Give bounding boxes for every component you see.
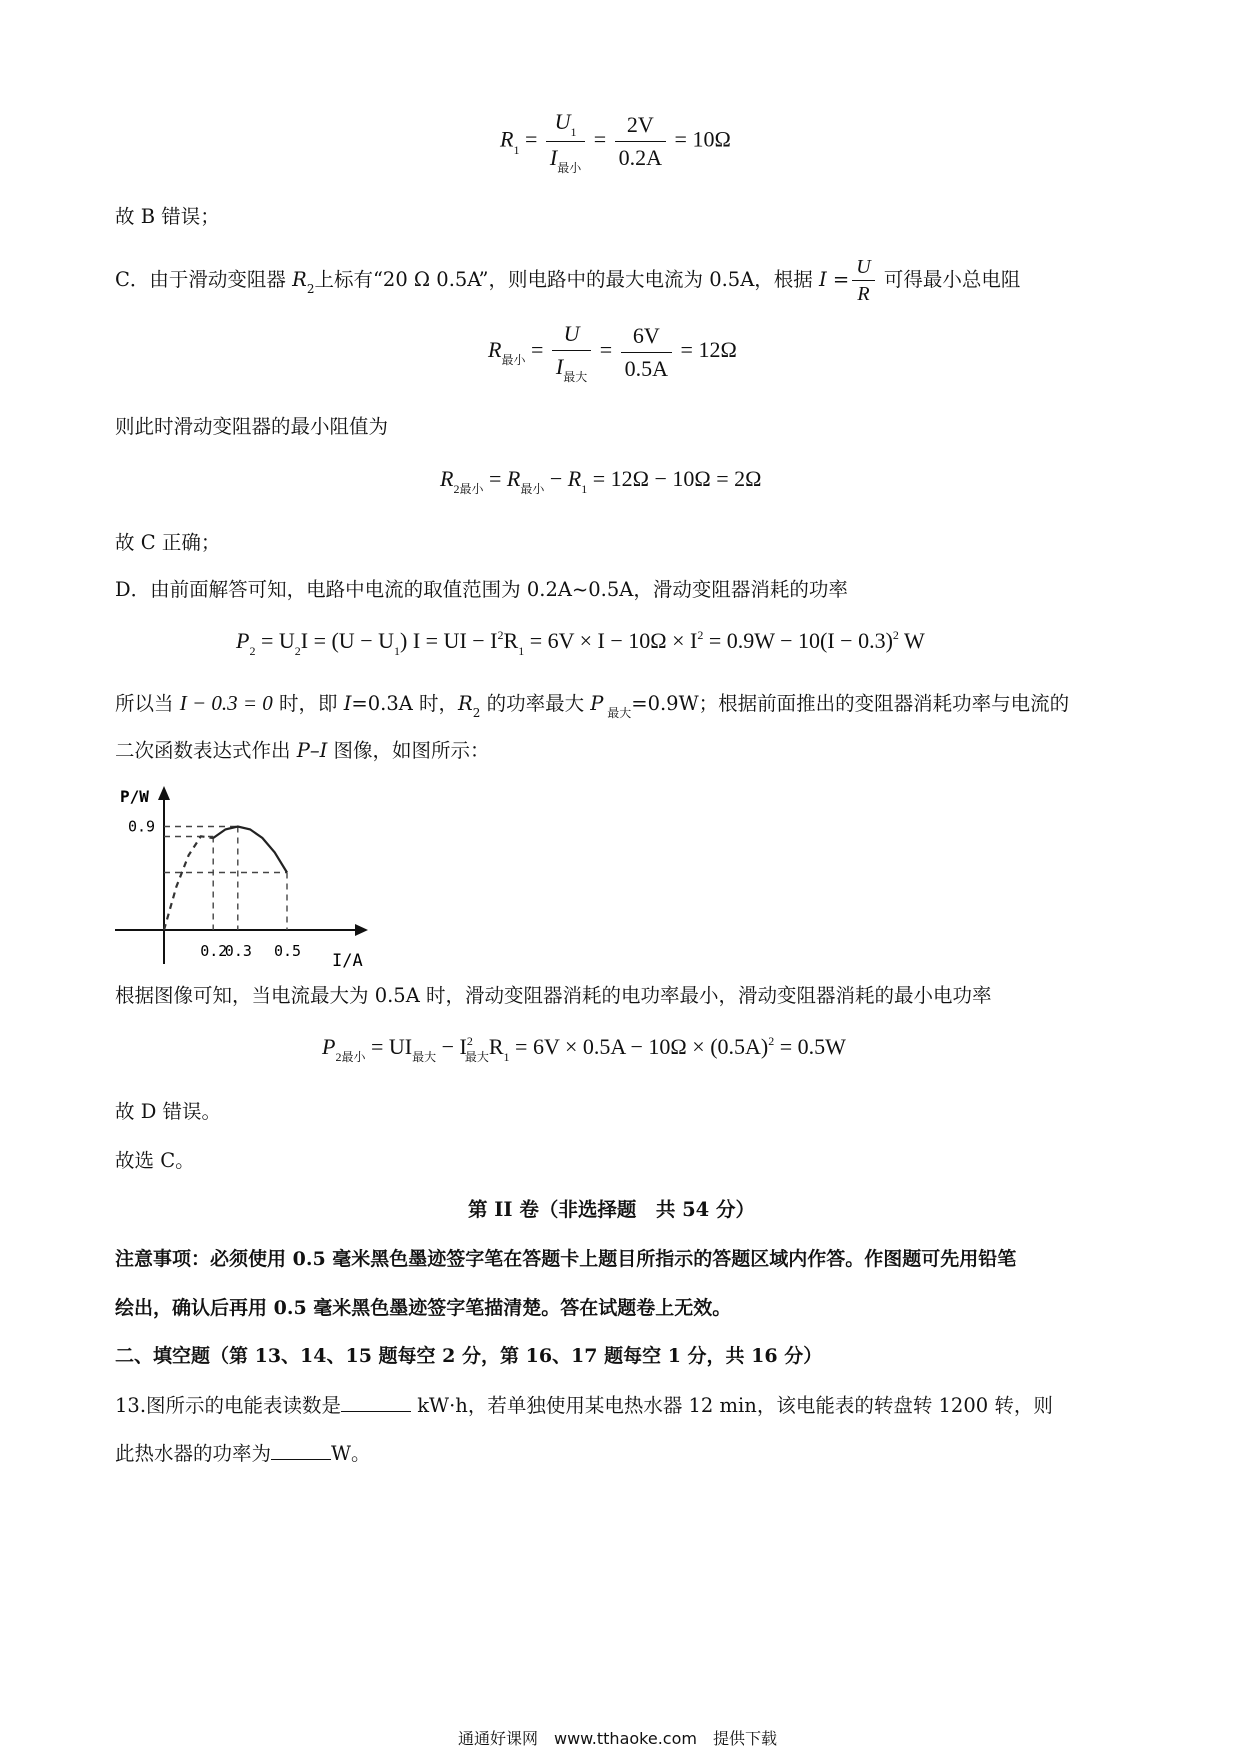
line-quadratic: 二次函数表达式作出 P–I 图像，如图所示： bbox=[115, 739, 490, 762]
footer-source: 通通好课网 www.tthaoke.com 提供下载 bbox=[458, 1729, 777, 1748]
question-13-line-1: 13.图所示的电能表读数是 kW·h，若单独使用某电热水器 12 min，该电能表的转盘转 1200 转，则 bbox=[115, 1394, 1053, 1417]
line-graph-conclusion: 根据图像可知，当电流最大为 0.5A 时，滑动变阻器消耗的电功率最小，滑动变阻器消耗的最小电功率 bbox=[115, 984, 992, 1007]
x-tick-label: 0.5 bbox=[274, 942, 302, 960]
section-title: 第 II 卷（非选择题 共 54 分） bbox=[468, 1198, 756, 1221]
x-tick-label: 0.2 bbox=[200, 942, 228, 960]
equation-r1: $R_1$ = $\frac{U_1}{I_{最小}}$ = $\frac{2V}{0.2A}$ = 10Ω bbox=[500, 109, 731, 175]
x-axis-arrow bbox=[355, 924, 368, 936]
line-d-wrong: 故 D 错误。 bbox=[115, 1100, 222, 1123]
y-axis-arrow bbox=[158, 786, 170, 800]
p-i-curve-dashed bbox=[164, 836, 213, 930]
line-c: C．由于滑动变阻器 $R_2$上标有“20 Ω 0.5A”，则电路中的最大电流为 0.5A，根据 I = $\frac{U}{R}$ 可得最小总电阻 bbox=[115, 256, 1021, 305]
answer-blank bbox=[271, 1441, 331, 1460]
question-13-line-2: 此热水器的功率为 W。 bbox=[115, 1442, 371, 1465]
x-tick-label: 0.3 bbox=[224, 942, 252, 960]
equation-p2-min: $P_{2最小} = UI_{最大} - I^2_{最大}R_1 = 6V \times 0.5A - 10\Omega \times (0.5A)^2 = 0.5W$ bbox=[322, 1034, 846, 1064]
fraction: $\frac{U_1}{I_{最小}}$ bbox=[546, 108, 585, 175]
y-axis-label: P/W bbox=[120, 787, 149, 806]
line-b-wrong: 故 B 错误； bbox=[115, 205, 220, 228]
line-min-r: 则此时滑动变阻器的最小阻值为 bbox=[115, 415, 389, 438]
p-i-curve bbox=[213, 827, 287, 873]
line-choose: 故选 C。 bbox=[115, 1149, 195, 1172]
equation-p2: $P_2 = U_2I = (U - U_1) I$ = UI − $I^2R_1 = 6V \times I - 10\Omega \times I^2 = 0.9W - 10(I - 0.3)^2$ W bbox=[236, 628, 925, 658]
notice-line-1: 注意事项：必须使用 0.5 毫米黑色墨迹签字笔在答题卡上题目所指示的答题区域内作答。作图题可先用铅笔 bbox=[115, 1248, 1017, 1270]
equation-r2-min: $R_{2最小} = R_{最小} - R_1 = 12\Omega - 10\Omega = 2\Omega$ bbox=[440, 466, 762, 496]
answer-blank bbox=[341, 1393, 411, 1412]
fill-section-title: 二、填空题（第 13、14、15 题每空 2 分，第 16、17 题每空 1 分，共 16 分） bbox=[115, 1345, 823, 1367]
p-i-chart bbox=[110, 782, 370, 972]
y-tick-label: 0.9 bbox=[128, 817, 156, 836]
notice-line-2: 绘出，确认后再用 0.5 毫米黑色墨迹签字笔描清楚。答在试题卷上无效。 bbox=[115, 1297, 732, 1319]
x-axis-label: I/A bbox=[332, 951, 363, 971]
fraction: $\frac{2V}{0.2A}$ bbox=[615, 111, 666, 172]
line-when: 所以当 I − 0.3 = 0 时，即 I=0.3A 时，$R_2$ 的功率最大 P $_{最大}$=0.9W；根据前面推出的变阻器消耗功率与电流的 bbox=[115, 691, 1070, 720]
line-c-correct: 故 C 正确； bbox=[115, 531, 221, 554]
line-d: D．由前面解答可知，电路中电流的取值范围为 0.2A~0.5A，滑动变阻器消耗的功率 bbox=[115, 578, 848, 601]
equation-r-min: $R_{最小}$ = $\frac{U}{I_{最大}}$ = $\frac{6V}{0.5A}$ = 12Ω bbox=[488, 321, 737, 384]
